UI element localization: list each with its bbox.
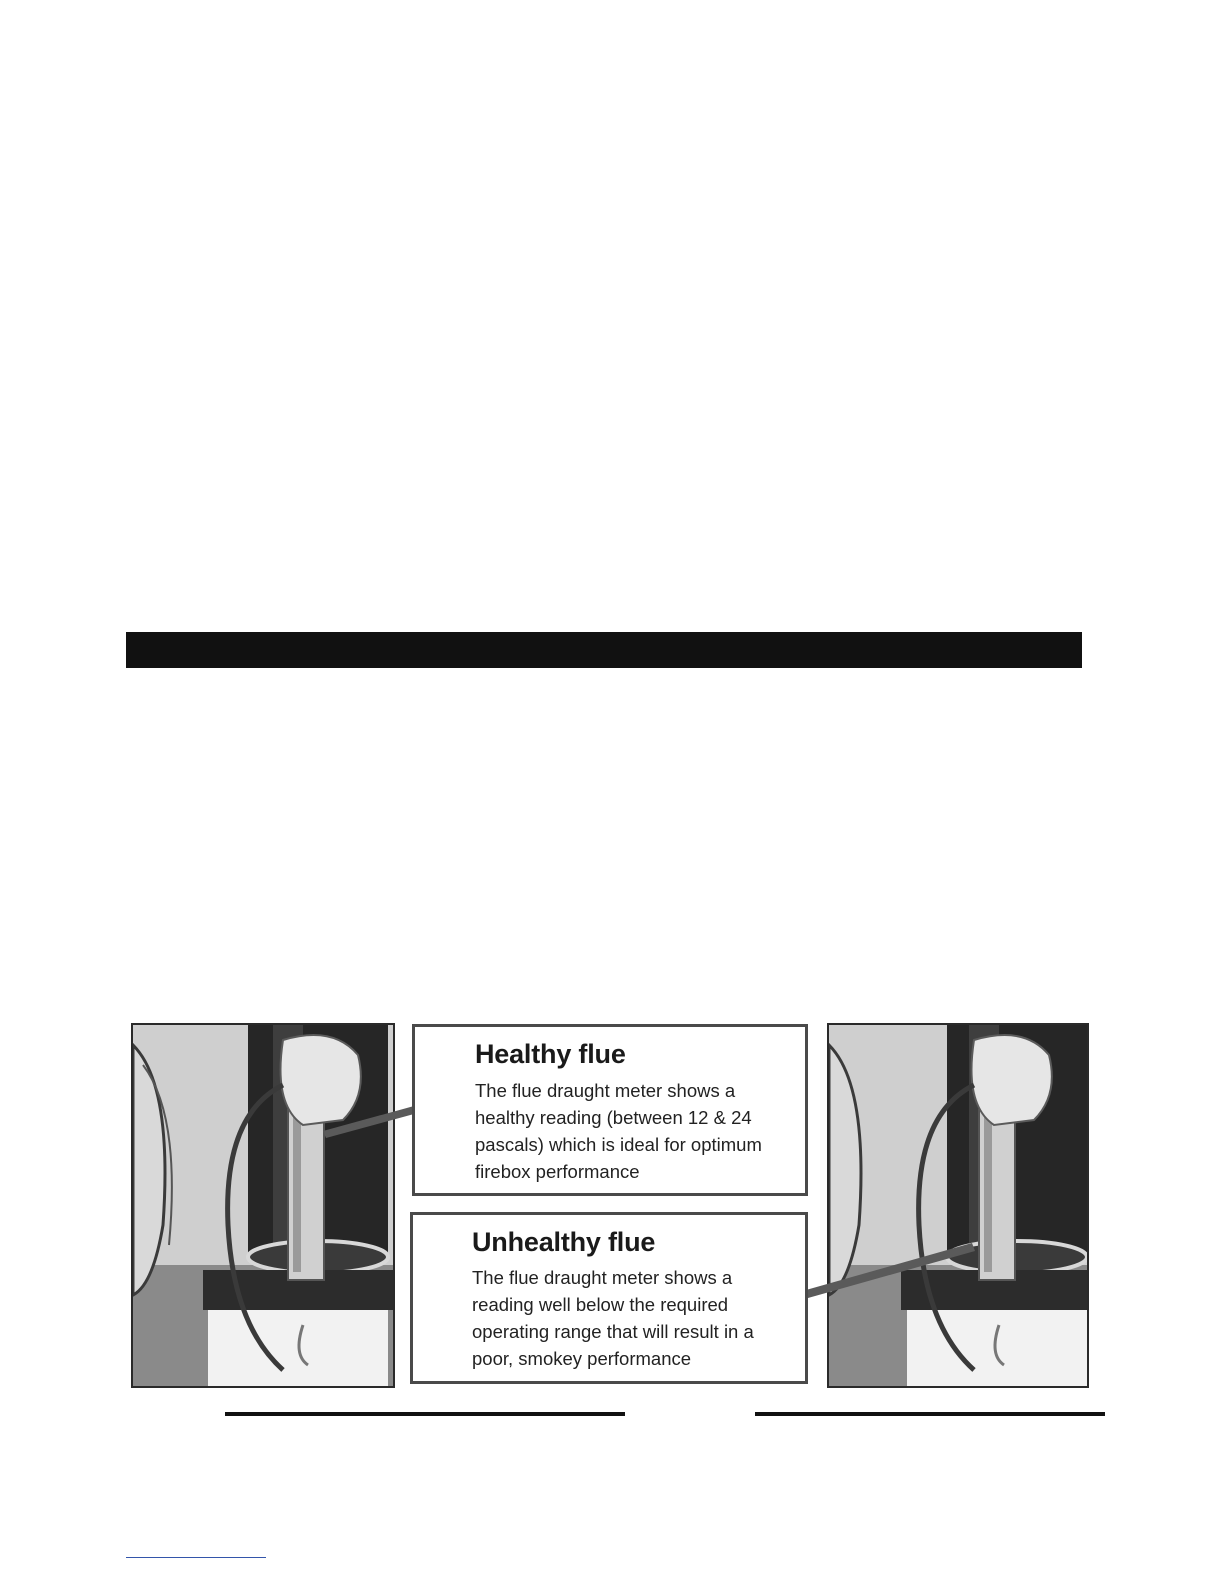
healthy-flue-title: Healthy flue — [475, 1039, 626, 1069]
healthy-flue-photo — [131, 1023, 395, 1388]
unhealthy-flue-title: Unhealthy flue — [472, 1227, 656, 1257]
unhealthy-flue-photo-illustration — [829, 1025, 1087, 1386]
unhealthy-flue-callout — [410, 1212, 808, 1384]
footnote-divider — [126, 1557, 266, 1558]
bottom-rule-left — [225, 1412, 625, 1416]
bottom-rule-right — [755, 1412, 1105, 1416]
section-header-bar — [126, 632, 1082, 668]
unhealthy-flue-photo — [827, 1023, 1089, 1388]
unhealthy-flue-description: The flue draught meter shows a reading well below the required operating range that will result in a poor, smokey performance — [472, 1267, 754, 1369]
healthy-flue-description: The flue draught meter shows a healthy reading (between 12 & 24 pascals) which is ideal for optimum firebox performance — [475, 1080, 762, 1182]
healthy-flue-photo-illustration — [133, 1025, 393, 1386]
healthy-flue-callout — [412, 1024, 808, 1196]
